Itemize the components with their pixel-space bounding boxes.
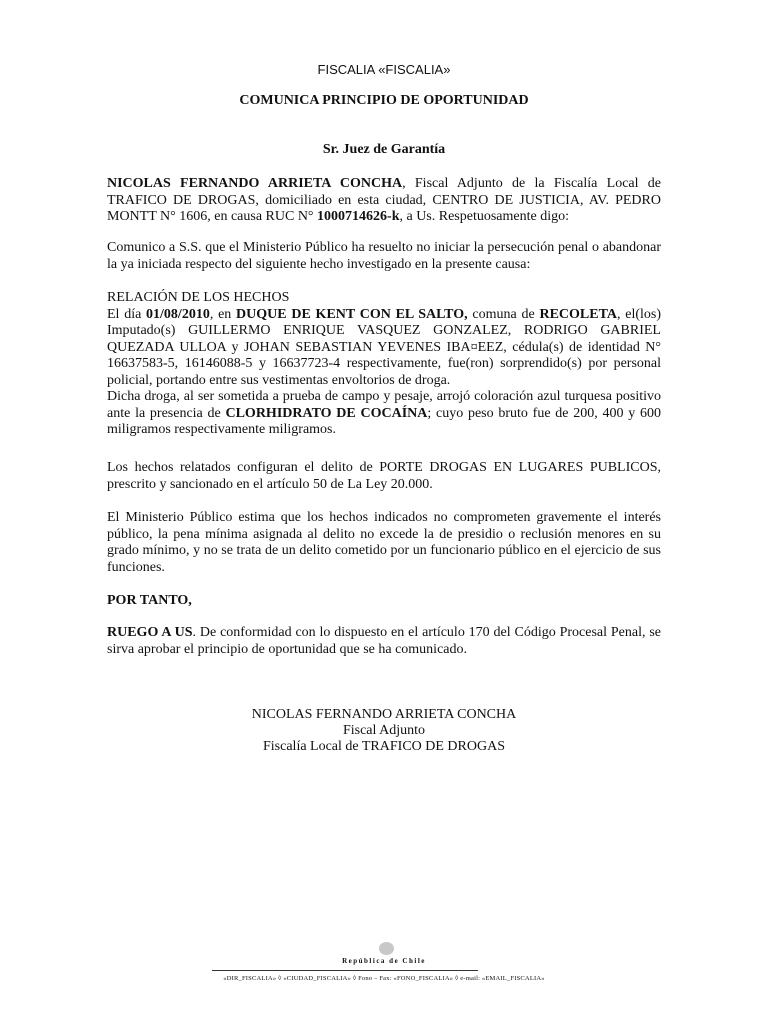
intro-text-2: , a Us. Respetuosamente digo: xyxy=(399,209,570,224)
facts-paragraph-2 xyxy=(107,389,661,439)
seal-icon xyxy=(379,942,394,955)
footer-divider xyxy=(212,970,478,971)
facts-section xyxy=(107,290,661,439)
facts-text: Dicha droga, al ser sometida a prueba de campo y pesaje, arrojó coloración azul turquesa positivo ante la presencia de xyxy=(107,389,661,421)
addressee: Sr. Juez de Garantía xyxy=(322,142,446,157)
document-title: COMUNICA PRINCIPIO DE OPORTUNIDAD xyxy=(239,93,529,108)
footer-contact: «DIR_FISCALIA» ◊ «CIUDAD_FISCALIA» ◊ Fono – Fax: «FONO_FISCALIA» ◊ e-mail: «EMAIL_FISCALIA» xyxy=(223,975,545,982)
signature-position: Fiscal Adjunto xyxy=(342,723,426,738)
request-text: . De conformidad con lo dispuesto en el artículo 170 del Código Procesal Penal, se sirva aprobar el principio de oportunidad que se ha comunicado. xyxy=(107,625,661,657)
facts-text: El día xyxy=(107,306,147,322)
footer-country: República de Chile xyxy=(342,957,426,965)
fiscalia-header: FISCALIA «FISCALIA» xyxy=(317,62,451,77)
incident-place: DUQUE DE KENT CON EL SALTO, xyxy=(236,306,468,322)
facts-text: comuna de xyxy=(467,306,540,322)
facts-text: ; cuyo peso bruto fue de 200, 400 y 600 miligramos respectivamente miligramos. xyxy=(107,405,661,437)
por-tanto: POR TANTO, xyxy=(107,593,192,608)
facts-text: , el(los) Imputado(s) GUILLERMO ENRIQUE VASQUEZ GONZALEZ, RODRIGO GABRIEL QUEZADA ULLOA y JOHAN SEBASTIAN YEVENES IBA¤EEZ xyxy=(107,306,662,355)
intro-paragraph xyxy=(107,176,661,226)
substance-name: CLORHIDRATO DE COCAÍNA xyxy=(225,405,428,421)
intro-text-1: , Fiscal Adjunto de la Fiscalía Local de TRAFICO DE DROGAS, domiciliado en esta ciudad, CENTRO DE JUSTICIA, AV. PEDRO MONTT N° 1606, en causa RUC N° xyxy=(107,176,661,224)
signature-name: NICOLAS FERNANDO ARRIETA CONCHA xyxy=(251,707,517,722)
incident-comuna: RECOLETA xyxy=(539,306,617,322)
communication-paragraph: Comunico a S.S. que el Ministerio Público ha resuelto no iniciar la persecución penal o abandonar la ya iniciada respecto del siguiente hecho investigado en la presente causa: xyxy=(107,240,661,272)
facts-heading: RELACIÓN DE LOS HECHOS xyxy=(107,290,290,305)
incident-date: 01/08/2010 xyxy=(146,306,210,322)
crime-paragraph: Los hechos relatados configuran el delito de PORTE DROGAS EN LUGARES PUBLICOS, prescrito y sancionado en el artículo 50 de La Ley 20.000. xyxy=(107,460,661,492)
facts-text: , en xyxy=(209,306,237,322)
signature-office: Fiscalía Local de TRAFICO DE DROGAS xyxy=(263,739,505,754)
assessment-paragraph: El Ministerio Público estima que los hechos indicados no comprometen gravemente el interés público, la pena mínima asignada al delito no excede la de presidio o reclusión menores en su grado mínimo, y no se trata de un delito cometido por un funcionario público en el ejercicio de sus funciones. xyxy=(107,510,661,575)
ruc-number: 1000714626-k xyxy=(317,209,400,224)
request-lead: RUEGO A US xyxy=(107,625,193,640)
facts-paragraph-1 xyxy=(107,307,661,390)
facts-text: , cédula(s) de identidad N° 16637583-5, 16146088-5 y 16637723-4 respectivamente, fue(ron) sorprendido(s) por personal policial, portando entre sus vestimentas envoltorios de droga. xyxy=(107,339,662,388)
prosecutor-name: NICOLAS FERNANDO ARRIETA CONCHA xyxy=(107,176,403,191)
request-paragraph xyxy=(107,625,661,658)
